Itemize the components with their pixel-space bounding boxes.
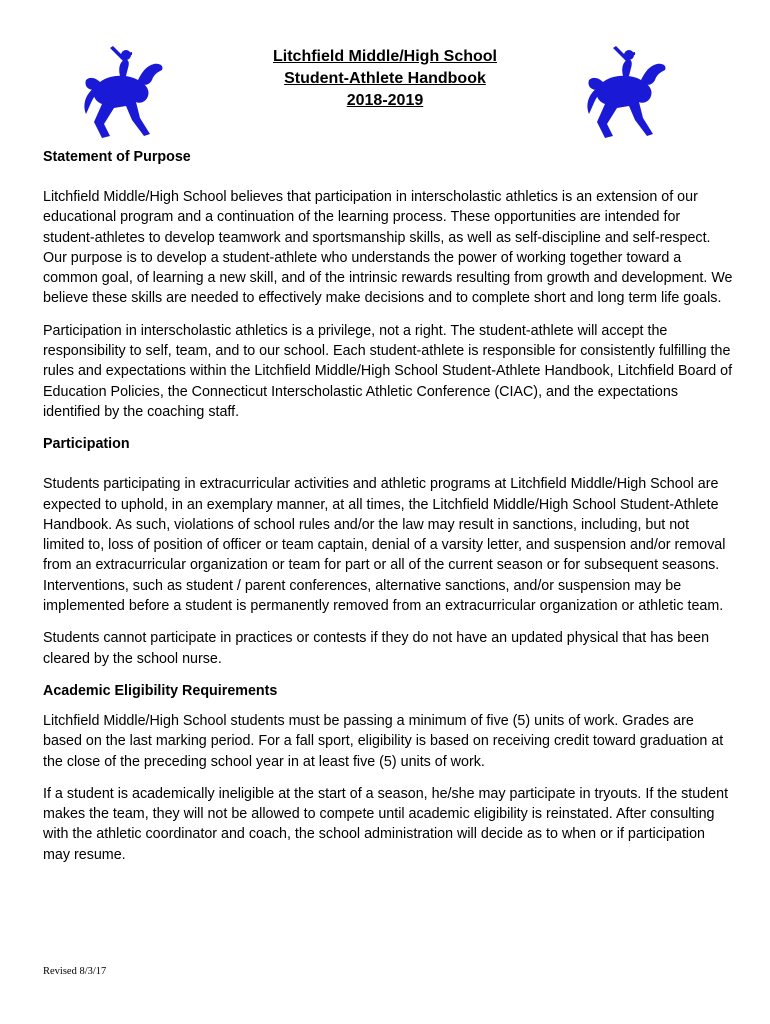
participation-paragraph-2: Students cannot participate in practices or contests if they do not have an updated physical that has been cleared by the school nurse. bbox=[43, 630, 710, 667]
document-header bbox=[0, 46, 770, 112]
document-body bbox=[43, 147, 733, 877]
school-year: 2018-2019 bbox=[346, 92, 424, 109]
purpose-paragraph-2: Participation in interscholastic athletics is a privilege, not a right. The student-athlete will accept the responsibility to self, team, and to our school. Each student-athlete is responsible for consistently fulfilling the rules and expectations within the Litchfield Middle/High School Student-Athlete Handbook, Litchfield Board of Education Policies, the Connecticut Interscholastic Athletic Conference (CIAC), and the expectations identified by the coaching staff. bbox=[43, 322, 733, 420]
participation-heading: Participation bbox=[43, 436, 130, 453]
purpose-heading: Statement of Purpose bbox=[43, 149, 191, 165]
participation-paragraph-1: Students participating in extracurricular activities and athletic programs at Litchfield Middle/High School are expected to uphold, in an exemplary manner, at all times, the Litchfield Middle/High School Student-Athlete Handbook. As such, violations of school rules and/or the law may result in sanctions, including, but not limited to, loss of position of officer or team captain, denial of a varsity letter, and suspension and/or removal from an extracurricular organization or team for part or all of the current season or for subsequent seasons. Interventions, such as student / parent conferences, alternative sanctions, and/or suspension may be implemented before a student is permanently removed from an extracurricular organization or athletic team. bbox=[43, 476, 726, 615]
academic-heading: Academic Eligibility Requirements bbox=[43, 682, 278, 699]
school-title: Litchfield Middle/High School bbox=[273, 48, 497, 65]
revision-note: Revised 8/3/17 bbox=[43, 966, 107, 977]
handbook-title: Student-Athlete Handbook bbox=[284, 70, 486, 87]
academic-paragraph-2: If a student is academically ineligible at the start of a season, he/she may participate in tryouts. If the student makes the team, they will not be allowed to compete until academic eligibility is reinstated. After consulting with the athletic coordinator and coach, the school administration will decide as to when or if participation may resume. bbox=[43, 785, 729, 863]
purpose-paragraph-1: Litchfield Middle/High School believes that participation in interscholastic athletics is an extension of our educational program and a continuation of the learning process. These opportunities are intended for student-athletes to develop teamwork and sportsmanship skills, as well as self-discipline and self-respect. Our purpose is to develop a student-athlete who understands the power of working together toward a common goal, of learning a new skill, and of the intrinsic rewards resulting from growth and development. We believe these skills are needed to effectively make decisions and to complete short and long term life goals. bbox=[43, 189, 733, 307]
academic-paragraph-1: Litchfield Middle/High School students must be passing a minimum of five (5) units of work. Grades are based on the last marking period. For a fall sport, eligibility is based on receiving credit toward graduation at the close of the preceding school year in at least five (5) units of work. bbox=[43, 712, 724, 770]
